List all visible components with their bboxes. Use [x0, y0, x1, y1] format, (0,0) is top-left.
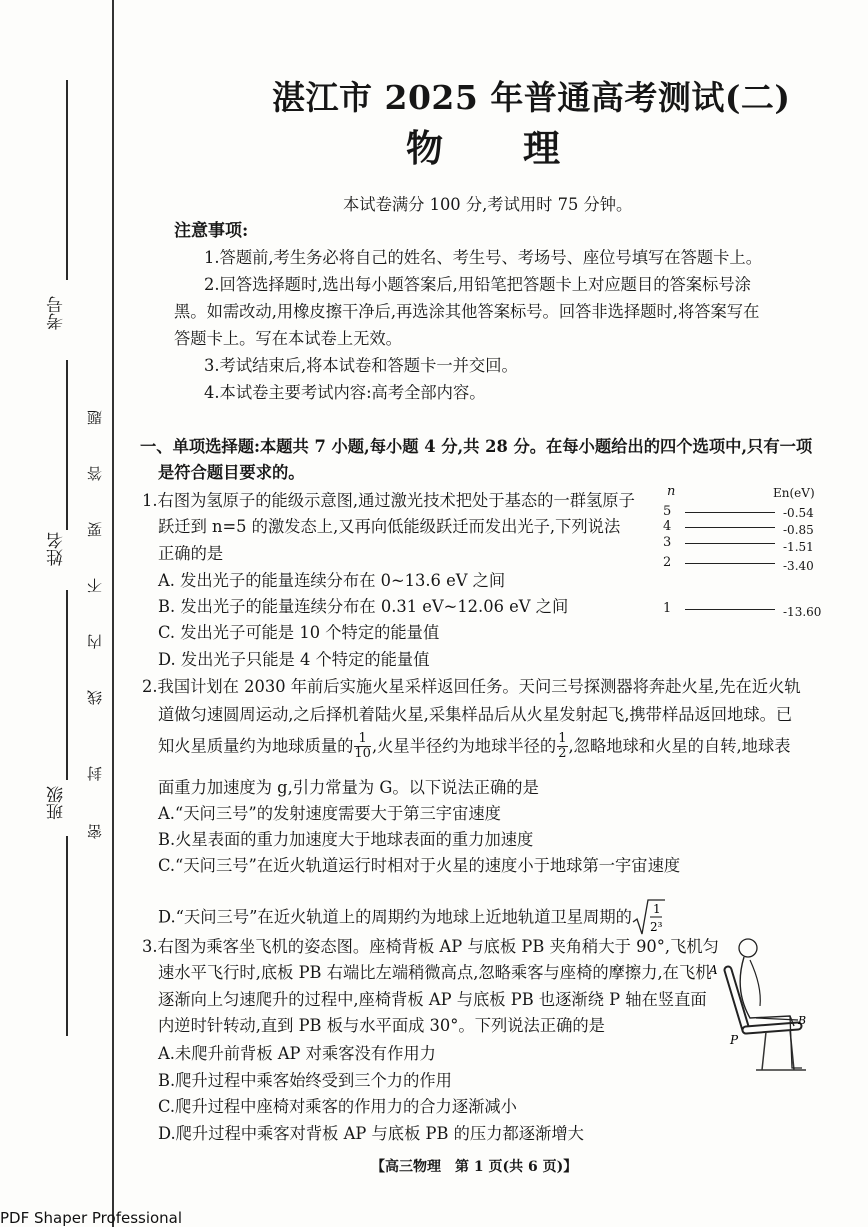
sqrt-denominator: 2³ [649, 920, 663, 934]
level-energy: -0.85 [783, 523, 814, 537]
note-line: 1.答题前,考生务必将自己的姓名、考生号、考场号、座位号填写在答题卡上。 [204, 248, 762, 267]
level-n: 4 [663, 519, 672, 534]
level-n: 1 [663, 601, 672, 616]
note-line: 黑。如需改动,用橡皮擦干净后,再选涂其他答案标号。回答非选择题时,将答案写在 [174, 302, 760, 321]
name-label: 姓名 [47, 532, 67, 566]
note-line: 4.本试卷主要考试内容:高考全部内容。 [204, 383, 486, 402]
seal-char: 题 [86, 410, 104, 425]
level-energy: -0.54 [783, 506, 814, 520]
q3-option-c: C.爬升过程中座椅对乘客的作用力的合力逐渐减小 [158, 1097, 517, 1116]
q2-text: ,火星半径约为地球半径的 [371, 736, 557, 756]
q3-stem: 内逆时针转动,直到 PB 板与水平面成 30°。下列说法正确的是 [158, 1016, 605, 1035]
q2-option-b: B.火星表面的重力加速度大于地球表面的重力加速度 [158, 830, 534, 849]
q1-option-c: C. 发出光子可能是 10 个特定的能量值 [158, 623, 440, 642]
note-line: 答题卡上。写在本试卷上无效。 [174, 329, 402, 348]
energy-level-line [685, 527, 775, 528]
n-axis-label: n [667, 484, 676, 499]
sqrt-sign [632, 898, 666, 938]
q2-stem-fractions [158, 732, 791, 762]
section-heading-cont: 是符合题目要求的。 [158, 463, 305, 482]
subject-title: 物理 [406, 126, 640, 170]
q2-option-d [158, 898, 666, 938]
label-b: B [798, 1014, 807, 1027]
q3-stem: 3.右图为乘客坐飞机的姿态图。座椅背板 AP 与底板 PB 夹角稍大于 90°,飞机匀 [142, 937, 719, 956]
notes-heading: 注意事项: [174, 221, 249, 241]
q3-option-d: D.爬升过程中乘客对背板 AP 与底板 PB 的压力都逐渐增大 [158, 1124, 584, 1143]
fraction-denominator: 2 [558, 746, 567, 762]
intro-text: 本试卷满分 100 分,考试用时 75 分钟。 [343, 195, 633, 214]
level-n: 3 [663, 535, 672, 550]
energy-level-line [685, 609, 775, 610]
q2-stem: 面重力加速度为 g,引力常量为 G。以下说法正确的是 [158, 778, 539, 797]
seal-char: 内 [86, 634, 104, 649]
q1-option-b: B. 发出光子的能量连续分布在 0.31 eV~12.06 eV 之间 [158, 597, 569, 616]
energy-axis-label: En(eV) [773, 486, 815, 500]
fraction-mass [354, 732, 371, 762]
q3-option-a: A.未爬升前背板 AP 对乘客没有作用力 [158, 1044, 436, 1063]
sqrt-numerator: 1 [652, 902, 661, 916]
seal-char: 要 [86, 522, 104, 537]
sqrt-expression [632, 898, 666, 938]
q1-option-a: A. 发出光子的能量连续分布在 0~13.6 eV 之间 [158, 571, 506, 590]
label-p: P [730, 1033, 739, 1047]
exam-no-rule-2 [66, 360, 68, 530]
q2-stem: 道做匀速圆周运动,之后择机着陆火星,采集样品后从火星发射起飞,携带样品返回地球。已 [158, 705, 793, 724]
page-footer: 【高三物理 第 1 页(共 6 页)】 [371, 1159, 578, 1175]
fraction-numerator: 1 [558, 731, 567, 746]
watermark-text: PDF Shaper Professional [0, 1209, 183, 1227]
fraction-radius [557, 732, 567, 762]
energy-level-line [685, 543, 775, 544]
exam-no-label: 考号 [47, 296, 67, 330]
level-energy: -3.40 [783, 559, 814, 573]
q2-option-c: C.“天问三号”在近火轨道运行时相对于火星的速度小于地球第一宇宙速度 [158, 856, 681, 875]
seal-char: 线 [86, 690, 104, 705]
energy-level-line [685, 563, 775, 564]
seal-char: 答 [86, 466, 104, 481]
q1-stem: 正确的是 [158, 544, 224, 563]
q1-stem: 跃迁到 n=5 的激发态上,又再向低能级跃迁而发出光子,下列说法 [158, 517, 621, 536]
q3-stem: 速水平飞行时,底板 PB 右端比左端稍微高点,忽略乘客与座椅的摩擦力,在飞机 [158, 963, 712, 982]
q3-stem: 逐渐向上匀速爬升的过程中,座椅背板 AP 与底板 PB 也逐渐绕 P 轴在竖直面 [158, 990, 707, 1009]
class-label: 班级 [47, 786, 67, 820]
level-n: 5 [663, 504, 672, 519]
name-rule [66, 590, 68, 780]
q3-option-b: B.爬升过程中乘客始终受到三个力的作用 [158, 1071, 452, 1090]
class-rule [66, 836, 68, 1036]
fraction-numerator: 1 [354, 732, 371, 747]
q2-text: ,忽略地球和火星的自转,地球表 [568, 736, 791, 756]
level-n: 2 [663, 555, 672, 570]
q2-option-a: A.“天问三号”的发射速度需要大于第三宇宙速度 [158, 804, 501, 823]
note-line: 2.回答选择题时,选出每小题答案后,用铅笔把答题卡上对应题目的答案标号涂 [204, 275, 751, 294]
level-energy: -13.60 [783, 605, 822, 619]
energy-level-line [685, 512, 775, 513]
passenger-seat-figure [706, 930, 826, 1080]
level-energy: -1.51 [783, 540, 814, 554]
note-line: 3.考试结束后,将本试卷和答题卡一并交回。 [204, 356, 518, 375]
q2-text: 知火星质量约为地球质量的 [158, 736, 354, 756]
label-a: A [709, 963, 718, 977]
exam-no-rule [66, 80, 68, 280]
seal-char: 封 [86, 766, 104, 781]
q2-option-d-text: D.“天问三号”在近火轨道上的周期约为地球上近地轨道卫星周期的 [158, 907, 632, 927]
exam-title: 湛江市 2025 年普通高考测试(二) [272, 78, 791, 117]
seal-char: 密 [86, 824, 104, 839]
q1-stem: 1.右图为氢原子的能级示意图,通过激光技术把处于基态的一群氢原子 [142, 491, 635, 510]
q2-stem: 2.我国计划在 2030 年前后实施火星采样返回任务。天问三号探测器将奔赴火星,先在近火轨 [142, 677, 801, 696]
binding-line [112, 0, 114, 1227]
energy-level-diagram [655, 484, 835, 629]
seal-char: 不 [86, 578, 104, 593]
fraction-denominator: 10 [354, 746, 371, 762]
q1-option-d: D. 发出光子只能是 4 个特定的能量值 [158, 650, 430, 669]
section-heading: 一、单项选择题:本题共 7 小题,每小题 4 分,共 28 分。在每小题给出的四个选项中,只有一项 [140, 437, 813, 456]
